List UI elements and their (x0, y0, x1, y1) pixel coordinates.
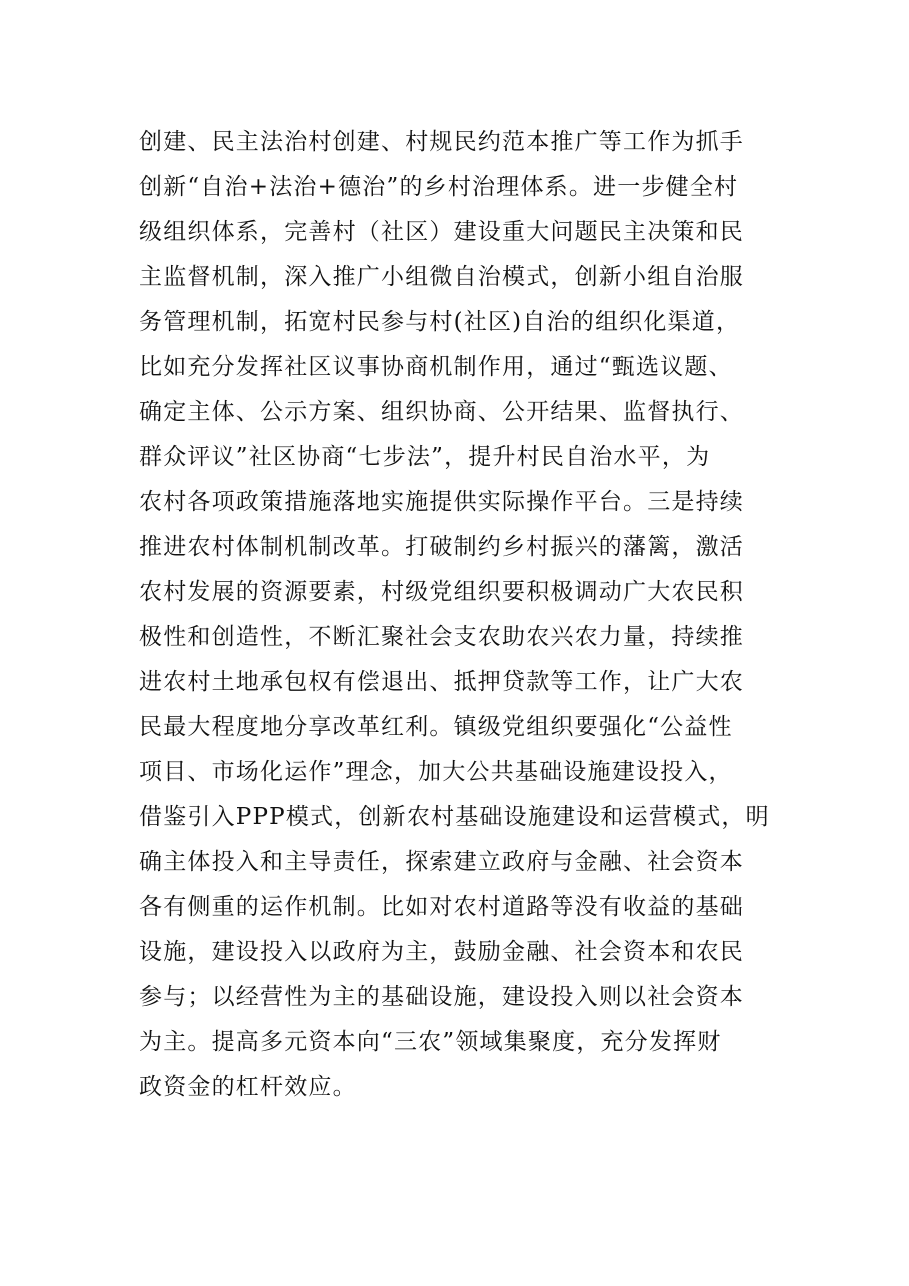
text-line: 农村各项政策措施落地实施提供实际操作平台。三是持续 (139, 489, 744, 515)
text-line: 主监督机制，深入推广小组微自治模式，创新小组自治服 (139, 264, 744, 290)
text-line: 进农村土地承包权有偿退出、抵押贷款等工作，让广大农 (139, 669, 744, 695)
text-line: 务管理机制，拓宽村民参与村(社区)自治的组织化渠道， (139, 309, 741, 335)
text-line: 推进农村体制机制改革。打破制约乡村振兴的藩篱，激活 (139, 534, 744, 560)
text-line: 比如充分发挥社区议事协商机制作用，通过“甄选议题、 (139, 354, 733, 380)
text-line: 各有侧重的运作机制。比如对农村道路等没有收益的基础 (139, 894, 744, 920)
text-line: 极性和创造性，不断汇聚社会支农助农兴农力量，持续推 (139, 624, 744, 650)
text-line: 政资金的杠杆效应。 (139, 1074, 357, 1100)
body-paragraph (139, 120, 779, 1110)
text-line: 农村发展的资源要素，村级党组织要积极调动广大农民积 (139, 579, 744, 605)
text-line: 借鉴引入PPP模式，创新农村基础设施建设和运营模式，明 (139, 804, 770, 830)
text-line: 确主体投入和主导责任，探索建立政府与金融、社会资本 (139, 849, 744, 875)
text-line: 项目、市场化运作”理念，加大公共基础设施建设投入， (139, 759, 733, 785)
text-line: 创建、民主法治村创建、村规民约范本推广等工作为抓手 (139, 129, 744, 155)
text-line: 参与；以经营性为主的基础设施，建设投入则以社会资本 (139, 984, 744, 1010)
text-line: 设施，建设投入以政府为主，鼓励金融、社会资本和农民 (139, 939, 744, 965)
text-line: 确定主体、公示方案、组织协商、公开结果、监督执行、 (139, 399, 744, 425)
text-line: 为主。提高多元资本向“三农”领域集聚度，充分发挥财 (139, 1029, 722, 1055)
text-line: 民最大程度地分享改革红利。镇级党组织要强化“公益性 (139, 714, 733, 740)
text-line: 创新“自治+法治+德治”的乡村治理体系。进一步健全村 (139, 174, 739, 200)
text-line: 级组织体系，完善村（社区）建设重大问题民主决策和民 (139, 219, 744, 245)
text-line: 群众评议”社区协商“七步法”，提升村民自治水平，为 (139, 444, 711, 470)
